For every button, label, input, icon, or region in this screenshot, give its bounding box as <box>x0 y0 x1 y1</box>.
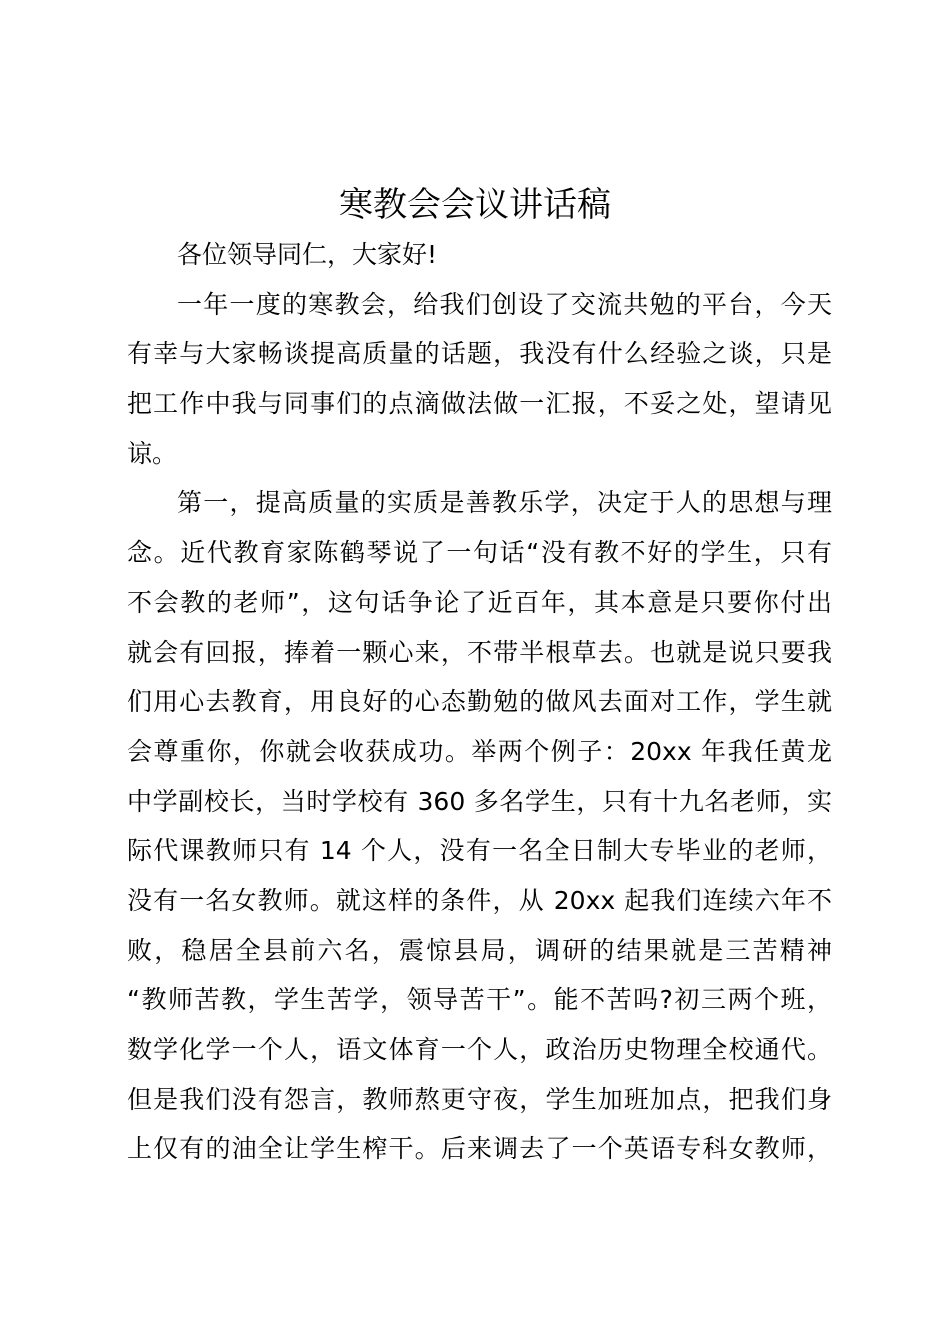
body-line: “教师苦教，学生苦学，领导苦干”。能不苦吗?初三两个班， <box>127 985 832 1015</box>
body-line: 中学副校长，当时学校有 360 多名学生，只有十九名老师，实 <box>127 786 832 816</box>
body-line: 不会教的老师”，这句话争论了近百年，其本意是只要你付出 <box>127 587 832 617</box>
body-line: 就会有回报，捧着一颗心来，不带半根草去。也就是说只要我 <box>127 637 832 667</box>
body-line: 上仅有的油全让学生榨干。后来调去了一个英语专科女教师， <box>127 1134 832 1164</box>
body-line: 数学化学一个人，语文体育一个人，政治历史物理全校通代。 <box>127 1035 832 1064</box>
body-line: 们用心去教育，用良好的心态勤勉的做风去面对工作，学生就 <box>127 687 832 717</box>
body-line: 会尊重你，你就会收获成功。举两个例子：20xx 年我任黄龙 <box>127 736 832 766</box>
body-line: 一年一度的寒教会，给我们创设了交流共勉的平台，今天 <box>177 289 832 319</box>
body-line: 败，稳居全县前六名，震惊县局，调研的结果就是三苦精神 <box>127 935 832 965</box>
body-line: 念。近代教育家陈鹤琴说了一句话“没有教不好的学生，只有 <box>127 538 832 568</box>
document-title: 寒教会会议讲话稿 <box>339 185 611 225</box>
body-line: 际代课教师只有 14 个人，没有一名全日制大专毕业的老师， <box>127 836 832 866</box>
body-line: 没有一名女教师。就这样的条件，从 20xx 起我们连续六年不 <box>127 885 832 915</box>
body-line: 第一，提高质量的实质是善教乐学，决定于人的思想与理 <box>177 488 832 518</box>
body-line: 把工作中我与同事们的点滴做法做一汇报，不妥之处，望请见 <box>127 389 832 419</box>
body-line: 谅。 <box>127 438 178 468</box>
document-body <box>127 230 832 1174</box>
body-line: 有幸与大家畅谈提高质量的话题，我没有什么经验之谈，只是 <box>127 339 832 369</box>
body-line: 各位领导同仁，大家好! <box>177 240 438 269</box>
body-line: 但是我们没有怨言，教师熬更守夜，学生加班加点，把我们身 <box>127 1084 832 1114</box>
